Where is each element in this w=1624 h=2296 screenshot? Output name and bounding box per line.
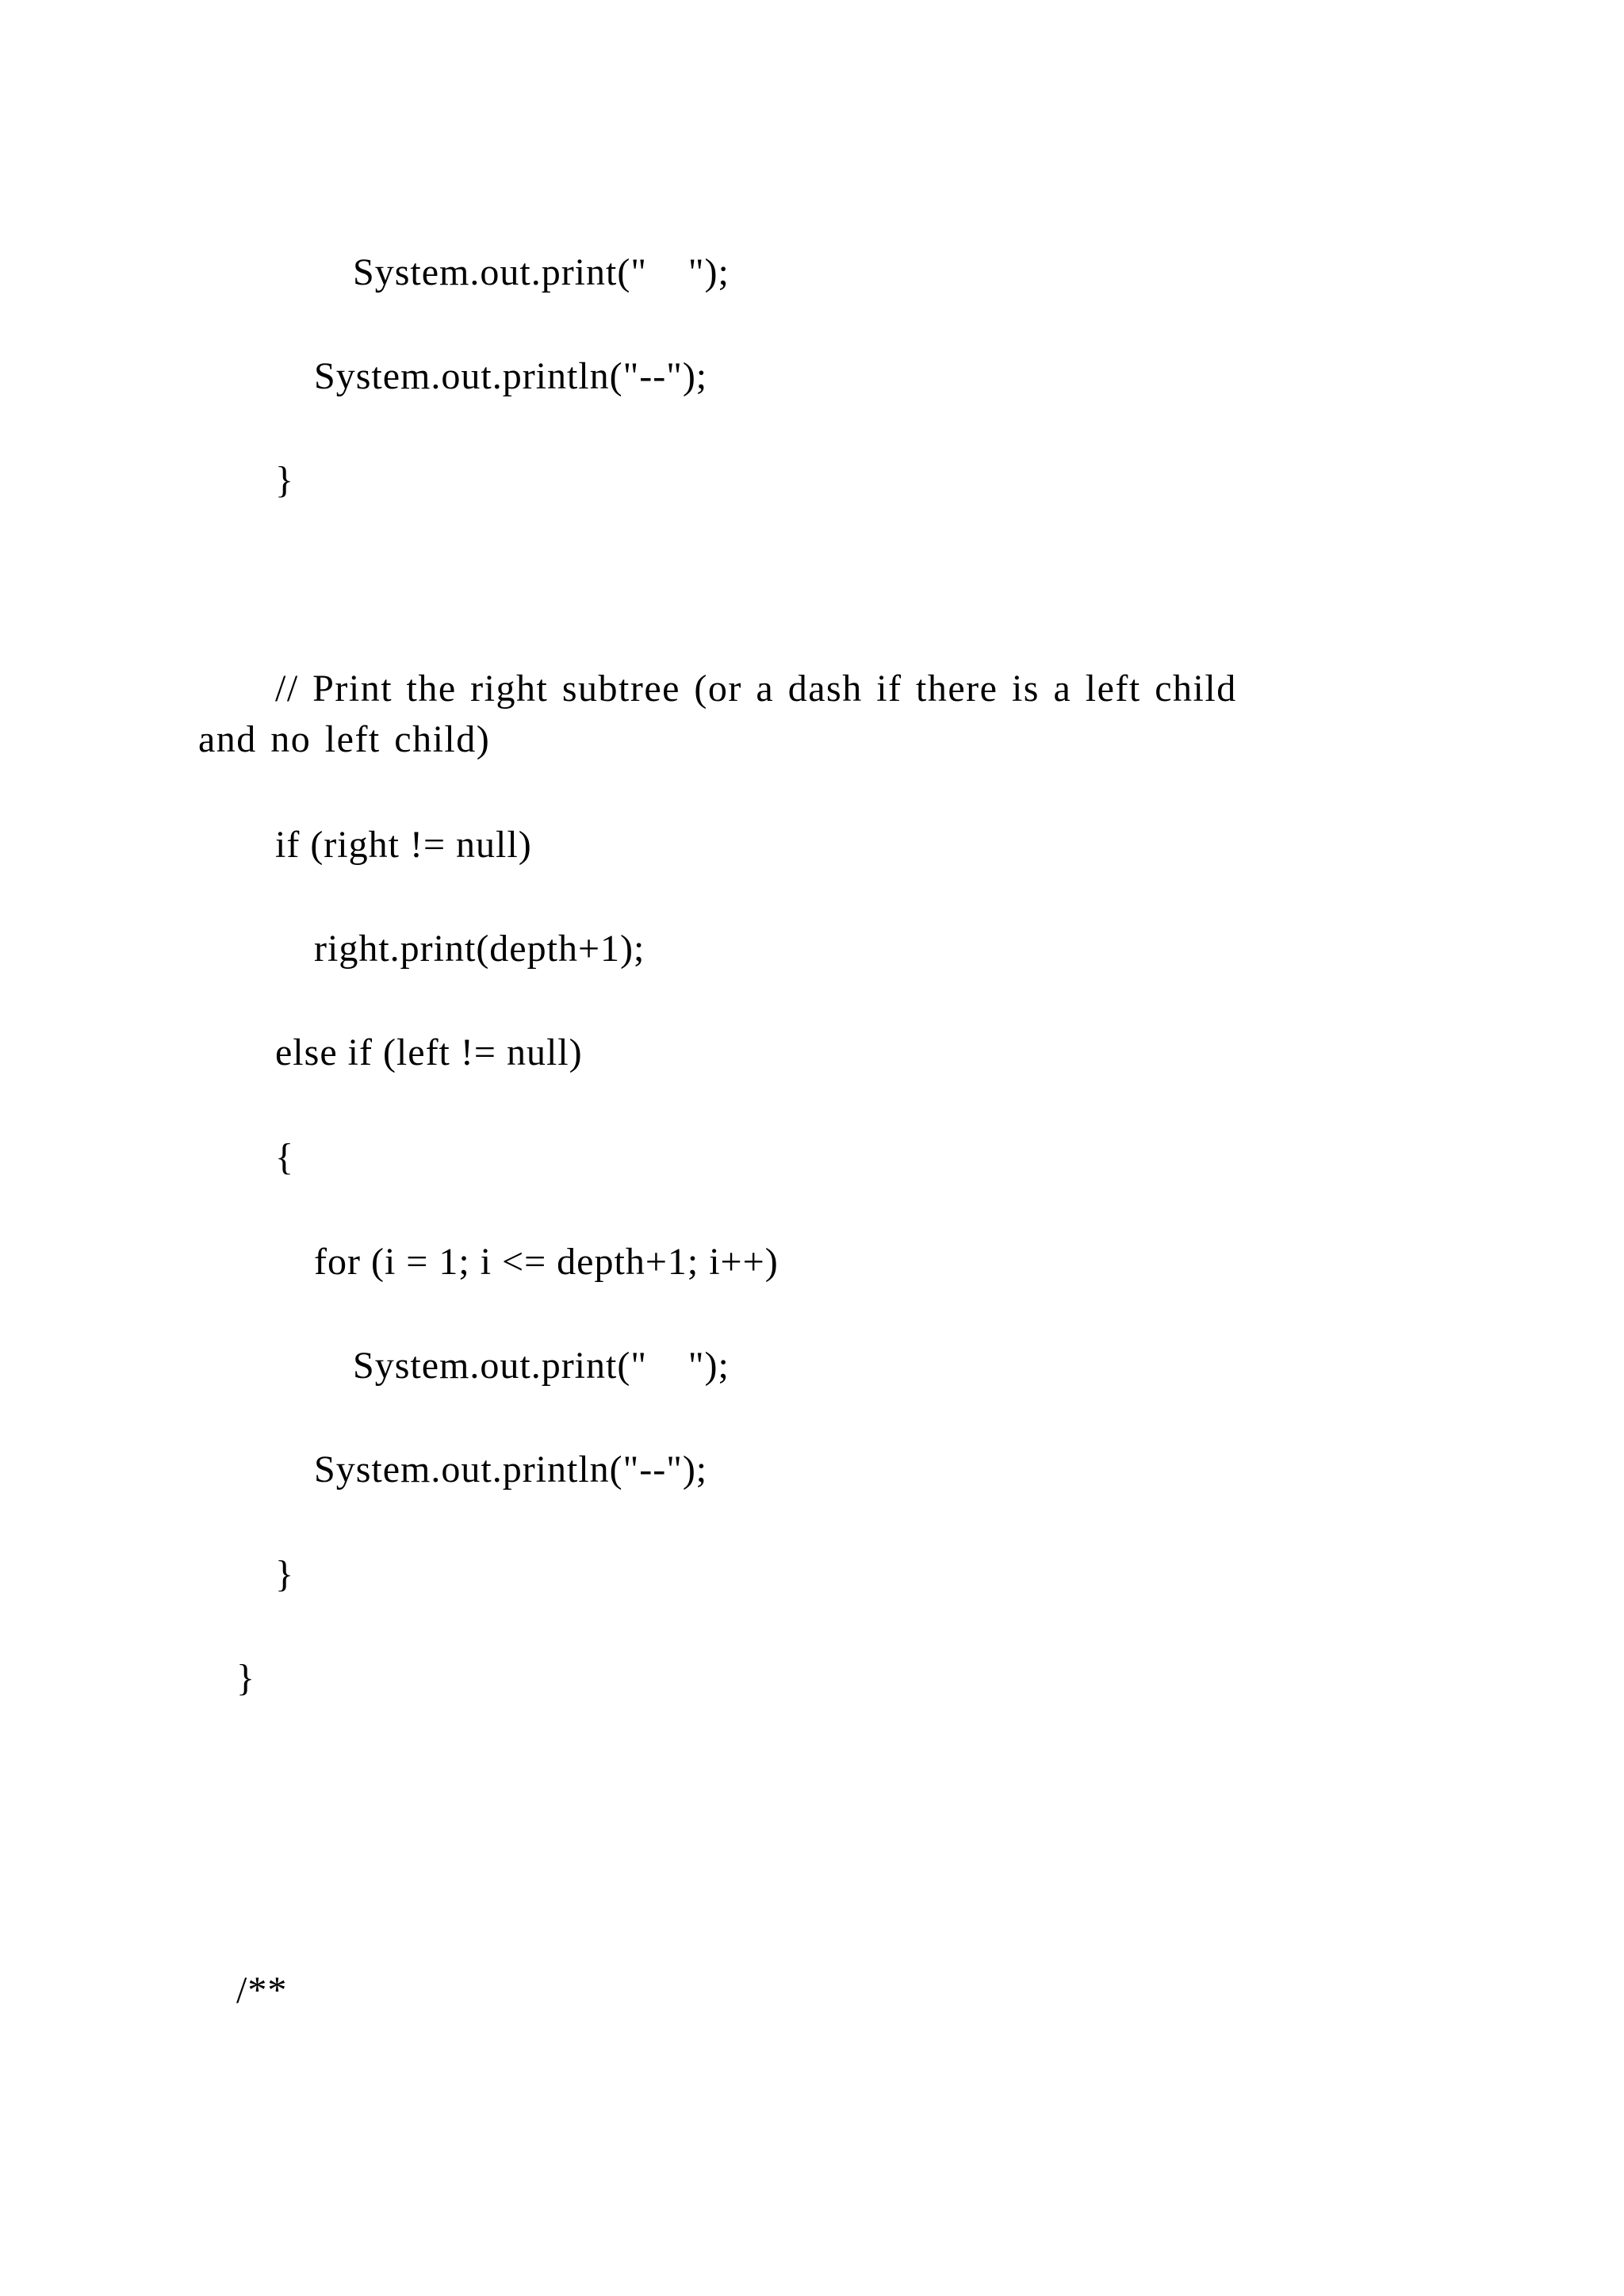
code-line: if (right != null) xyxy=(275,824,532,866)
code-line: } xyxy=(275,1553,295,1595)
code-line: right.print(depth+1); xyxy=(314,928,645,970)
code-line: System.out.print(" "); xyxy=(353,251,730,293)
code-line: { xyxy=(275,1136,295,1178)
code-line: for (i = 1; i <= depth+1; i++) xyxy=(314,1241,779,1283)
code-line: } xyxy=(275,459,295,501)
code-line: System.out.println("--"); xyxy=(314,1448,708,1490)
code-line: else if (left != null) xyxy=(275,1031,583,1073)
code-line: } xyxy=(236,1657,256,1699)
code-line: System.out.println("--"); xyxy=(314,355,708,397)
code-line: /** xyxy=(236,1969,288,2011)
code-comment: // Print the right subtree (or a dash if there is a left child and no left child) xyxy=(198,668,1237,760)
code-line: System.out.print(" "); xyxy=(353,1345,730,1387)
